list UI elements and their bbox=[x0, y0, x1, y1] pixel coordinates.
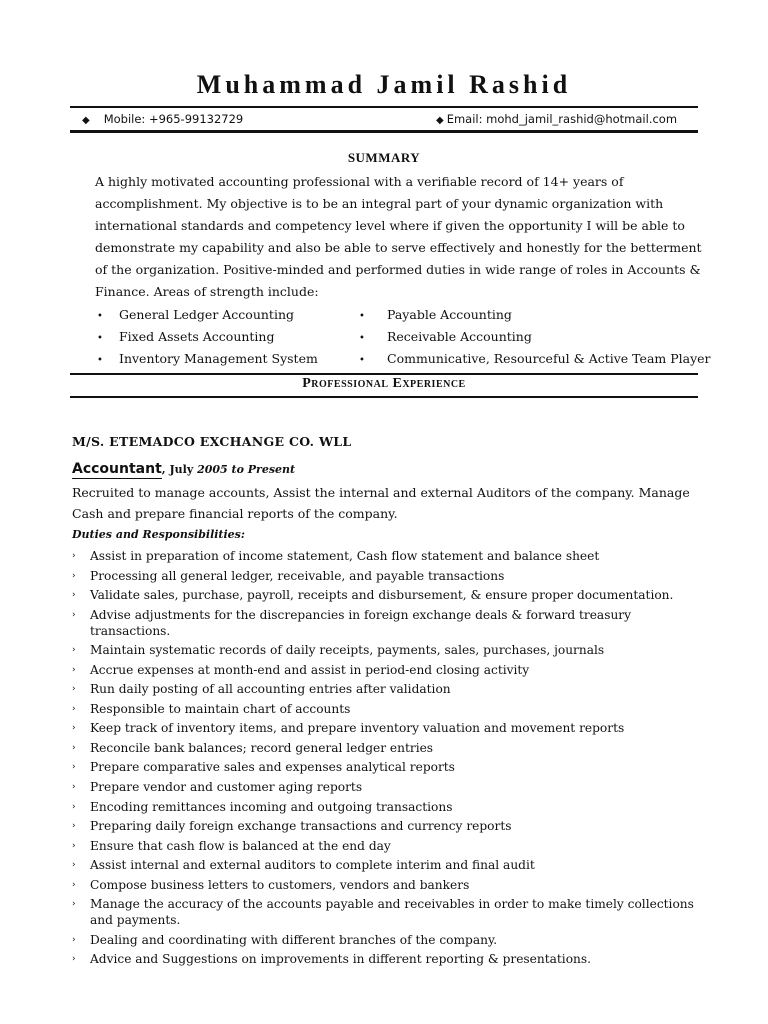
duty-item bbox=[72, 799, 702, 815]
arrow-icon: › bbox=[72, 742, 76, 753]
duty-text: Processing all general ledger, receivable, and payable transactions bbox=[90, 568, 505, 583]
dot-icon: • bbox=[97, 311, 103, 322]
duty-item bbox=[72, 720, 702, 736]
duty-item bbox=[72, 587, 702, 603]
arrow-icon: › bbox=[72, 840, 76, 851]
duty-item bbox=[72, 701, 702, 717]
duty-text: Compose business letters to customers, vendors and bankers bbox=[90, 877, 470, 892]
duties-list bbox=[72, 548, 702, 971]
duty-text: Preparing daily foreign exchange transactions and currency reports bbox=[90, 819, 512, 834]
arrow-icon: › bbox=[72, 645, 76, 656]
dot-icon: • bbox=[359, 311, 365, 322]
duty-item bbox=[72, 662, 702, 678]
role-line bbox=[72, 458, 295, 477]
summary-paragraph: A highly motivated accounting professional with a verifiable record of 14+ years of accomplishment. My objective is to be an integral part of your dynamic organization with international standards and competency level where if given the opportunity I will be able to demonstrate my capability and also be able to serve effectively and honestly for the betterment of the organization. Positive-minded and performed duties in wide range of roles in Accounts & Finance. Areas of strength include: bbox=[95, 174, 702, 299]
duty-text: Dealing and coordinating with different branches of the company. bbox=[90, 932, 498, 947]
duty-item bbox=[72, 818, 702, 834]
contact-rule bbox=[70, 130, 698, 133]
mobile-text: Mobile: +965-99132729 bbox=[103, 112, 244, 126]
duty-item bbox=[72, 779, 702, 795]
arrow-icon: › bbox=[72, 723, 76, 734]
duty-item bbox=[72, 857, 702, 873]
arrow-icon: › bbox=[72, 684, 76, 695]
list-item: • Payable Accounting bbox=[359, 304, 711, 326]
diamond-icon: ◆ bbox=[436, 115, 444, 126]
duty-item bbox=[72, 607, 702, 639]
duty-text: Manage the accuracy of the accounts payable and receivables in order to make timely collections and payments. bbox=[90, 897, 694, 928]
role-intro: Recruited to manage accounts, Assist the internal and external Auditors of the company. Manage Cash and prepare financial reports of the company. bbox=[72, 485, 690, 521]
arrow-icon: › bbox=[72, 590, 76, 601]
dot-icon: • bbox=[97, 355, 103, 366]
duty-item bbox=[72, 759, 702, 775]
mobile-contact bbox=[82, 112, 243, 126]
arrow-icon: › bbox=[72, 879, 76, 890]
duty-text: Maintain systematic records of daily receipts, payments, sales, purchases, journals bbox=[90, 643, 605, 658]
experience-title: Professional Experience bbox=[302, 376, 466, 391]
duty-text: Ensure that cash flow is balanced at the end day bbox=[90, 838, 391, 853]
arrow-icon: › bbox=[72, 703, 76, 714]
duty-item bbox=[72, 548, 702, 564]
duty-item bbox=[72, 568, 702, 584]
duty-item bbox=[72, 838, 702, 854]
duty-item bbox=[72, 877, 702, 893]
duty-text: Run daily posting of all accounting entries after validation bbox=[90, 682, 451, 697]
strengths-right-list bbox=[359, 304, 711, 370]
header-rule bbox=[70, 106, 698, 108]
company-name: M/S. ETEMADCO EXCHANGE CO. WLL bbox=[72, 434, 352, 449]
duty-text: Assist internal and external auditors to complete interim and final audit bbox=[90, 858, 535, 873]
list-item: • General Ledger Accounting bbox=[97, 304, 318, 326]
duty-text: Advice and Suggestions on improvements in different reporting & presentations. bbox=[90, 952, 592, 967]
arrow-icon: › bbox=[72, 762, 76, 773]
duty-text: Assist in preparation of income statement, Cash flow statement and balance sheet bbox=[90, 549, 600, 563]
duty-text: Keep track of inventory items, and prepare inventory valuation and movement reports bbox=[90, 721, 625, 736]
duty-text: Reconcile bank balances; record general ledger entries bbox=[90, 740, 434, 755]
email-text: Email: mohd_jamil_rashid@hotmail.com bbox=[446, 112, 678, 126]
duty-item bbox=[72, 932, 702, 948]
candidate-name: Muhammad Jamil Rashid bbox=[196, 70, 572, 99]
duty-text: Advise adjustments for the discrepancies in foreign exchange deals & forward treasury transactions. bbox=[90, 607, 632, 638]
duty-text: Prepare comparative sales and expenses analytical reports bbox=[90, 760, 455, 775]
arrow-icon: › bbox=[72, 609, 76, 620]
duty-item bbox=[72, 642, 702, 658]
arrow-icon: › bbox=[72, 801, 76, 812]
role-date-range: 2005 to Present bbox=[197, 463, 296, 476]
list-item: • Inventory Management System bbox=[97, 348, 318, 370]
duty-text: Accrue expenses at month-end and assist in period-end closing activity bbox=[90, 662, 530, 677]
arrow-icon: › bbox=[72, 551, 76, 561]
dot-icon: • bbox=[359, 355, 365, 366]
duty-item bbox=[72, 896, 702, 928]
duty-item bbox=[72, 681, 702, 697]
email-contact bbox=[436, 112, 677, 126]
dot-icon: • bbox=[97, 333, 103, 344]
role-title: Accountant bbox=[72, 461, 162, 477]
arrow-icon: › bbox=[72, 934, 76, 945]
arrow-icon: › bbox=[72, 821, 76, 832]
duties-heading: Duties and Responsibilities: bbox=[72, 528, 245, 541]
duty-text: Validate sales, purchase, payroll, receipts and disbursement, & ensure proper documentation. bbox=[90, 588, 674, 603]
arrow-icon: › bbox=[72, 954, 76, 965]
arrow-icon: › bbox=[72, 570, 76, 581]
list-item: • Communicative, Resourceful & Active Team Player bbox=[359, 348, 711, 370]
arrow-icon: › bbox=[72, 860, 76, 871]
list-item: • Receivable Accounting bbox=[359, 326, 711, 348]
duty-item bbox=[72, 951, 702, 967]
role-date-prefix: , July bbox=[161, 463, 198, 476]
dot-icon: • bbox=[359, 333, 365, 344]
duty-item bbox=[72, 740, 702, 756]
diamond-icon: ◆ bbox=[82, 115, 90, 126]
arrow-icon: › bbox=[72, 782, 76, 793]
strengths-left-list bbox=[97, 304, 318, 370]
experience-rule-top bbox=[70, 373, 698, 375]
duty-text: Encoding remittances incoming and outgoing transactions bbox=[90, 799, 453, 814]
experience-rule-bottom bbox=[70, 396, 698, 398]
arrow-icon: › bbox=[72, 899, 76, 910]
list-item: • Fixed Assets Accounting bbox=[97, 326, 318, 348]
summary-title: SUMMARY bbox=[347, 150, 421, 165]
arrow-icon: › bbox=[72, 664, 76, 675]
duty-text: Responsible to maintain chart of accounts bbox=[90, 701, 351, 716]
duty-text: Prepare vendor and customer aging reports bbox=[90, 780, 363, 795]
